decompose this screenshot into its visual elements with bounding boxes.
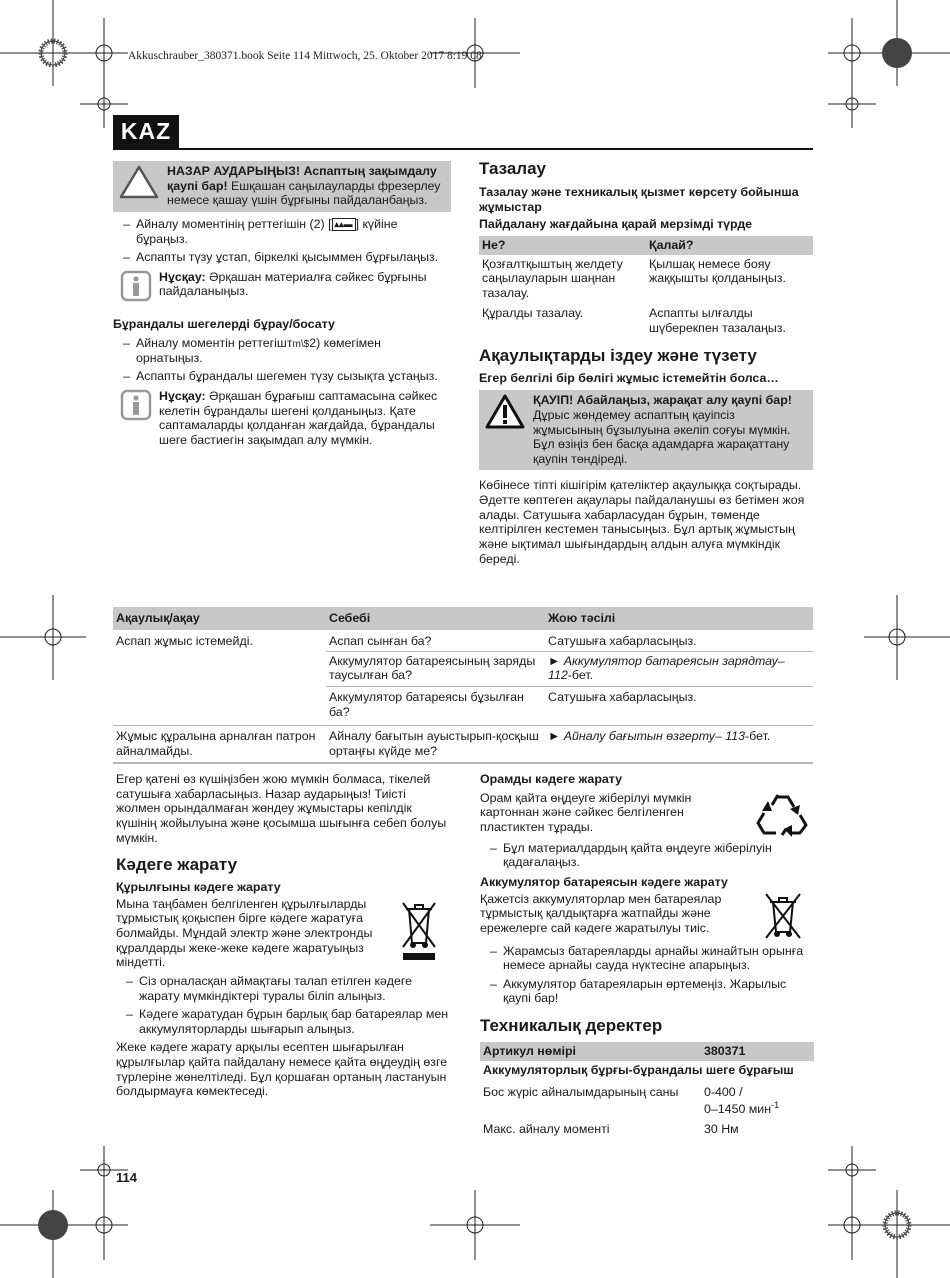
table-row: Құралды тазалау. Аспапты ылғалды шүберекпен тазалаңыз. — [482, 306, 786, 336]
warning-triangle-icon — [113, 161, 165, 212]
crossed-bin-icon — [388, 897, 450, 970]
list-item: – Жарамсыз батареяларды арнайы жинайтын орынға немесе арнайы саудa нүктесіне апарыңыз. — [480, 944, 814, 973]
warning-bold: НАЗАР АУДАРЫҢЫЗ! Аспаптың зақымдалу қаупі бар! — [167, 164, 437, 193]
table-row: Қозғалтқыштың желдету саңылауларын шаңнан тазалау. Қылшақ немесе бояу жаққышты қолданыңыз. — [482, 256, 786, 300]
note-box: Нұсқау: Әрқашан материалға сәйкес бұрғыны пайдаланыңыз. — [113, 270, 451, 306]
header-rule — [113, 148, 813, 150]
drill-mode-icon: ▴▴▬ — [332, 218, 356, 231]
table-row: Бос жүріс айналымдарының саны 0-400 / 0–1450 мин$^{-1}$ — [483, 1085, 780, 1117]
table-row: Аккумулятор батареясының заряды таусылған ба? ► Аккумулятор батареясын зарядтау– 112-бет. — [113, 651, 813, 686]
right-column-top — [479, 159, 813, 566]
note-box: Нұсқау: Әрқашан бұрағыш саптамасына сәйкес келетін бұрандалы шегені қолданыңыз. Қате саптамаларды қолданған жағдайда, бұрандалы шеге бастиегін зақымдап алу мүмкін. — [113, 389, 451, 448]
info-icon — [113, 389, 159, 448]
device-disposal-list — [116, 974, 450, 1037]
recycling-paragraph: Жеке кәдеге жарату арқылы есептен шығарылған құрылғылар қайта пайдалану немесе қайта өңдеудің өзге түрлеріне жөнелтіледі. Бұл қоршаған ортаның ластануын болдырмауға көмектеседі. — [116, 1040, 448, 1099]
drill-steps — [113, 217, 451, 265]
page-number: 114 — [116, 1170, 137, 1185]
section-heading: Бұрандалы шегелерді бұрау/босату — [113, 317, 335, 332]
language-badge: KAZ — [113, 115, 179, 148]
left-column-top — [113, 161, 451, 448]
battery-disposal-title: Аккумулятор батареясын кәдеге жарату — [480, 874, 728, 889]
danger-box: ҚАУІП! Абайлаңыз, жарақат алу қаупі бар! Дұрыс жөндемеу аспаптың қауіпсіз жұмысының бұзылуына әкеліп соғуы мүмкін. Бұл өзіңіз бен басқа адамдарға жарақаттану қаупін төндіреді. — [479, 390, 813, 470]
screw-steps — [113, 336, 451, 384]
table-row: Жұмыс құралына арналған патрон айналмайды. Айналу бағытын ауыстырып-қосқыш ортаңғы күйде ме? ► Айналу бағытын өзгерту– 113-бет. — [113, 726, 813, 763]
packaging-title: Орамды кәдеге жарату — [480, 772, 623, 786]
info-icon — [113, 270, 159, 306]
cleaning-subtitle: Тазалау және техникалық қызмет көрсету бойынша жұмыстар — [479, 185, 799, 214]
device-disposal-text: Мына таңбамен белгіленген құрылғыларды тұрмыстық қоқыспен бірге кәдеге жаратуға болмайды. Мұндай электр және электронды құралдарды жеке-жеке кәдеге жаратуыңыз міндетті. — [116, 896, 373, 970]
disposal-title: Кәдеге жарату — [116, 855, 238, 875]
list-item: – Сіз орналасқан аймақтағы талап етілген кәдеге жарату мүмкіндіктері туралы біліп алыңыз. — [116, 974, 450, 1003]
technical-data-title: Техникалық деректер — [480, 1016, 663, 1035]
table-row: Аккумулятор батареясы бұзылған ба? Сатушыға хабарласыңыз. — [329, 689, 697, 719]
packaging-list — [480, 841, 814, 870]
cleaning-title: Тазалау — [479, 159, 547, 178]
cross-reference-link[interactable]: Айналу бағытын өзгерту– 113 — [563, 729, 746, 744]
print-header: Akkuschrauber_380371.book Seite 114 Mittwoch, 25. Oktober 2017 8:19 08 — [128, 50, 482, 62]
product-name: Аккумуляторлық бұрғы-бұрандалы шеге бұрағыш — [483, 1062, 794, 1077]
recycling-icon — [750, 791, 814, 837]
troubleshooting-subtitle: Егер белгілі бір бөлігі жұмыс істемейтін болса… — [479, 370, 779, 385]
list-item: – Кәдеге жаратудан бұрын барлық бар батареялар мен аккумуляторларды шығарып алыңыз. — [116, 1007, 450, 1036]
warning-text: Ешқашан саңылауларды фрезерлеу немесе қашау үшін бұрғыны пайдаланбаңыз. — [167, 178, 441, 208]
garbled-glyph: m\$ — [292, 339, 310, 350]
list-item: – Аспапты бұрандалы шегемен түзу сызықта ұстаңыз. — [113, 369, 451, 384]
fault-table: Ақаулық/ақау Себебі Жою тәсілі Аспап жұмыс істемейді. Аспап сынған ба? Сатушыға хабарласыңыз. Аккумулятор батареясының заряды таусылған ба? ► Аккумулятор батареясын зарядтау– 112-бет. Аккумулятор батареясы бұзылған ба? Сатушыға хабарласыңыз. Жұмыс құралына арналған патрон айналмайды. Айналу бағытын ауыстырып-қосқыш ортаңғы күйде ме? ► Айналу бағытын өзгерту– 113-бет. — [113, 607, 813, 764]
warning-box — [113, 161, 451, 212]
repair-paragraph: Егер қатені өз күшіңізбен жою мүмкін болмаса, тікелей сатушыға хабарласыңыз. Назар аударыңыз! Тиісті жолмен орындалмаған жөндеу жұмыстары кепілдік күшінің жойылуына және қосымша шығынға себеп болуы мүмкін. — [116, 772, 447, 845]
device-disposal-title: Құрылғыны кәдеге жарату — [116, 880, 281, 895]
list-item: – Аспапты түзу ұстап, біркелкі қысыммен бұрғылаңыз. — [113, 250, 451, 265]
danger-triangle-icon — [479, 390, 531, 470]
list-item: – Айналу моментін реттегіштm\$2) көмегімен орнатыңыз. — [113, 336, 451, 365]
cleaning-interval: Пайдалану жағдайына қарай мерзімді түрде — [479, 217, 753, 232]
left-column-bottom — [116, 772, 450, 1099]
battery-disposal-list — [480, 944, 814, 1007]
packaging-text: Орам қайта өңдеуге жіберілуі мүмкін картоннан және сәйкес белгіленген пластиктен тұрады. — [480, 790, 692, 834]
troubleshooting-title: Ақаулықтарды іздеу және түзету — [479, 345, 757, 365]
battery-disposal-text: Қажетсіз аккумуляторлар мен батареялар тұрмыстық қалдықтарға жатпайды және ережелерге сай кәдеге жаратылуы тиіс. — [480, 891, 722, 935]
cleaning-table: Не? Қалай? Қозғалтқыштың желдету саңылауларын шаңнан тазалау. Қылшақ немесе бояу жаққышты қолданыңыз. Құралды тазалау. Аспапты ылғалды шүберекпен тазалаңыз. — [479, 236, 813, 338]
table-bottom-rule — [113, 762, 813, 764]
technical-data-table: Артикул нөмірі 380371 Аккумуляторлық бұрғы-бұрандалы шеге бұрағыш Бос жүріс айналымдарының саны 0-400 / 0–1450 мин$^{-1}$ Макс. айналу моменті 30 Нм — [480, 1042, 814, 1138]
list-item: – Аккумулятор батареяларын өртемеңіз. Жарылыс қаупі бар! — [480, 977, 814, 1006]
right-column-bottom — [480, 772, 814, 1138]
table-row: Аспап жұмыс істемейді. Аспап сынған ба? Сатушыға хабарласыңыз. — [113, 630, 813, 651]
list-item: – Бұл материалдардың қайта өңдеуге жіберілуін қадағалаңыз. — [480, 841, 814, 870]
crossed-bin-icon — [752, 892, 814, 940]
troubleshooting-paragraph: Көбінесе тіпті кішігірім қателіктер ақаулыққа соқтырады. Әдетте көптеген ақаулары пайдаланушы өз бетімен жоя алады. Сатушыға хабарласудан бұрын, төменде келтірілген кестемен танысыңыз. Бұл артық жұмыстың және ықтимал шығындардың алдын алуға мүмкіндік береді. — [479, 478, 805, 566]
cross-reference-link[interactable]: Аккумулятор батареясын зарядтау– 112 — [548, 653, 785, 683]
list-item: – Айналу моментінің реттегішін (2) [ ▴▴▬ ] күйіне бұраңыз. — [113, 217, 451, 246]
table-row: Макс. айналу моменті 30 Нм — [483, 1121, 739, 1136]
